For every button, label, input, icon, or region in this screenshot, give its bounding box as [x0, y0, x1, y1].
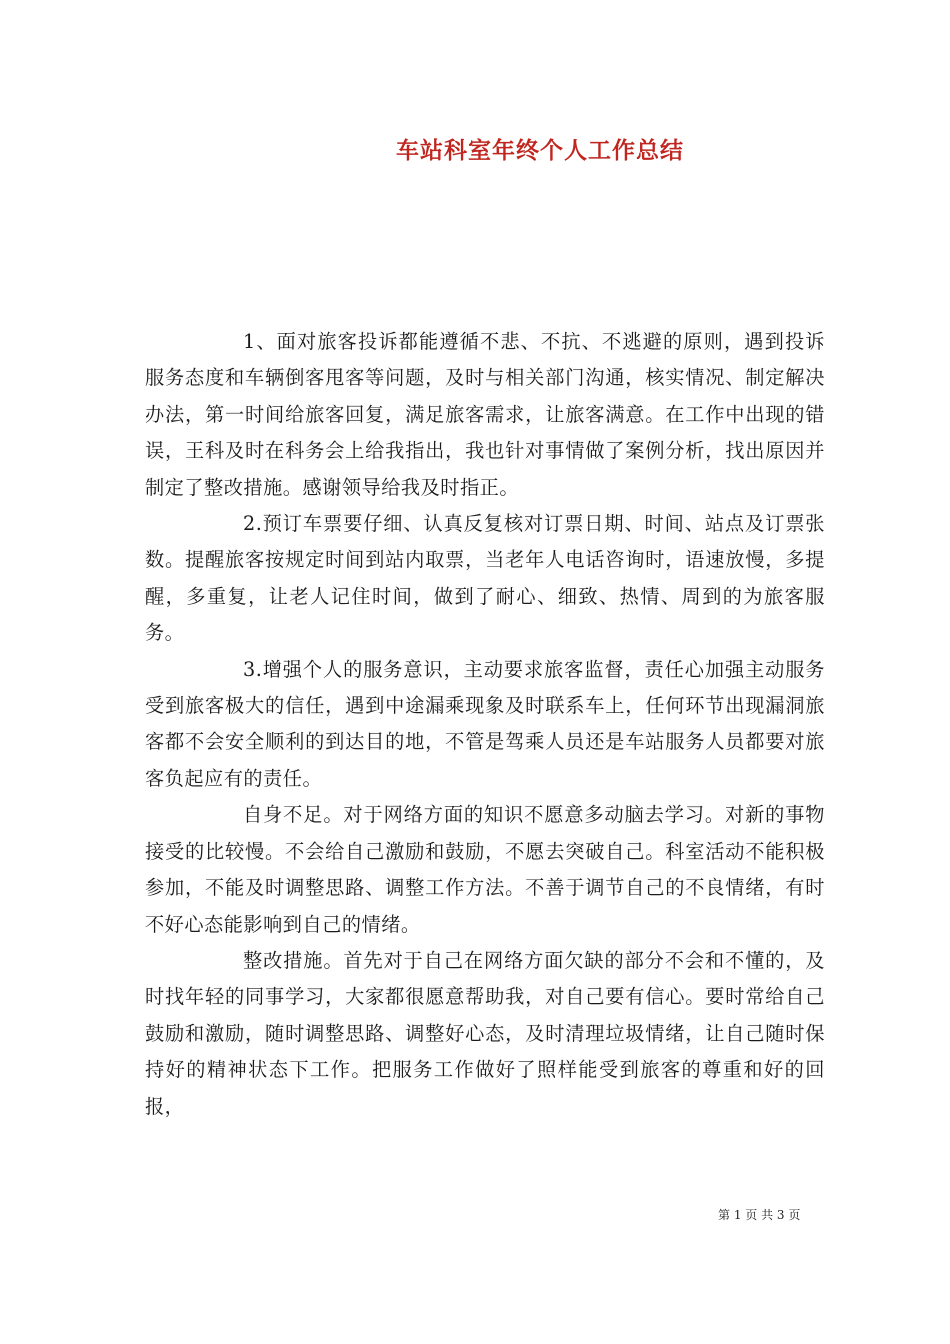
paragraph-5: 整改措施。首先对于自己在网络方面欠缺的部分不会和不懂的，及时找年轻的同事学习，大家都很愿意帮助我，对自己要有信心。要时常给自己鼓励和激励，随时调整思路、调整好心态，及时清理垃圾情绪，让自己随时保持好的精神状态下工作。把服务工作做好了照样能受到旅客的尊重和好的回报， [145, 948, 825, 1118]
page-number-footer: 第 1 页 共 3 页 [718, 1208, 801, 1222]
paragraph-3: 3.增强个人的服务意识，主动要求旅客监督，责任心加强主动服务受到旅客极大的信任，遇到中途漏乘现象及时联系车上，任何环节出现漏洞旅客都不会安全顺利的到达目的地，不管是驾乘人员还是车站服务人员都要对旅客负起应有的责任。 [145, 657, 825, 790]
paragraph-1: 1、面对旅客投诉都能遵循不悲、不抗、不逃避的原则，遇到投诉服务态度和车辆倒客甩客等问题，及时与相关部门沟通，核实情况、制定解决办法，第一时间给旅客回复，满足旅客需求，让旅客满意。在工作中出现的错误，王科及时在科务会上给我指出，我也针对事情做了案例分析，找出原因并制定了整改措施。感谢领导给我及时指正。 [145, 330, 825, 499]
document-body [145, 324, 825, 1125]
paragraph-2: 2.预订车票要仔细、认真反复核对订票日期、时间、站点及订票张数。提醒旅客按规定时间到站内取票，当老年人电话咨询时，语速放慢，多提醒，多重复，让老人记住时间，做到了耐心、细致、热情、周到的为旅客服务。 [145, 512, 825, 645]
document-title: 车站科室年终个人工作总结 [396, 137, 684, 164]
paragraph-4: 自身不足。对于网络方面的知识不愿意多动脑去学习。对新的事物接受的比较慢。不会给自己激励和鼓励，不愿去突破自己。科室活动不能积极参加，不能及时调整思路、调整工作方法。不善于调节自己的不良情绪，有时不好心态能影响到自己的情绪。 [145, 803, 825, 936]
